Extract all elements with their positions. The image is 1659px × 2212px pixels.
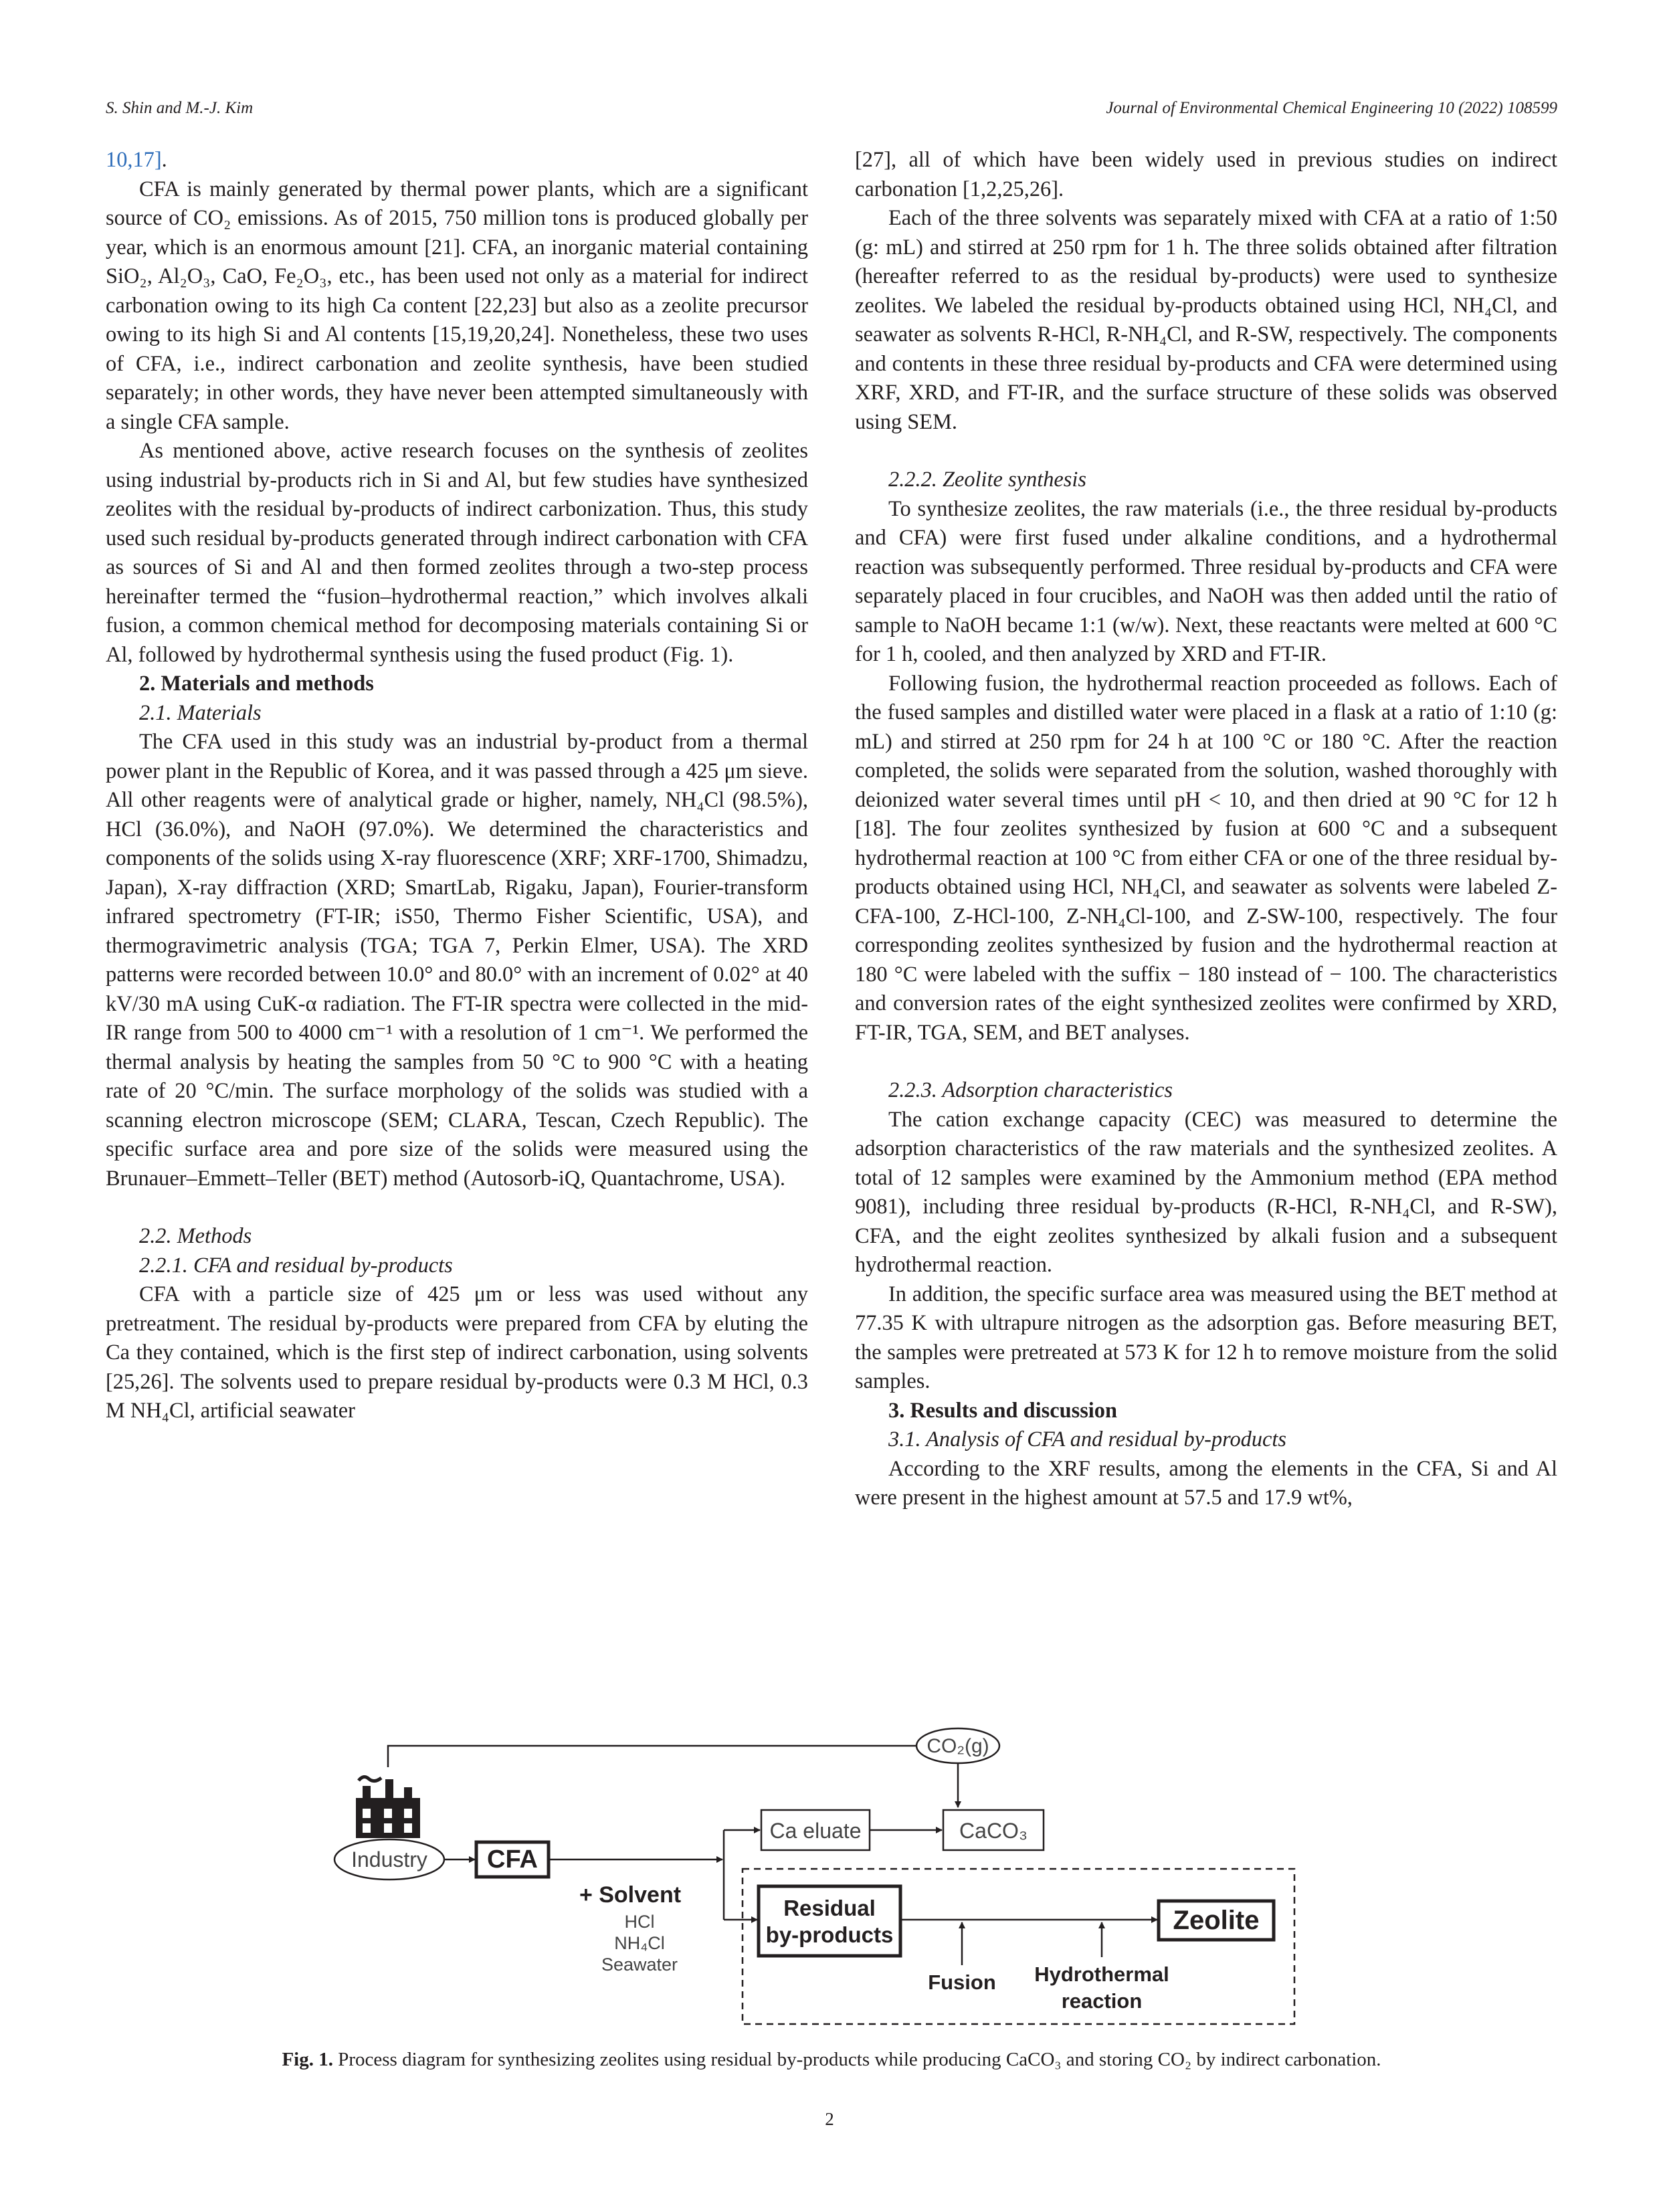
figure-1 bbox=[314, 1714, 1345, 2035]
subsubsection-heading: 2.2.3. Adsorption characteristics bbox=[888, 1078, 1173, 1102]
paragraph: The CFA used in this study was an industrial by-product from a thermal power plant in the Republic of Korea, and it was passed through a 425 μm sieve. All other reagents were of analytical grade or higher, namely, NH₄Cl (98.5%), HCl (36.0%), and NaOH (97.0%). We determined the characteristics and components of the solids using X-ray fluorescence (XRF; XRF-1700, Shimadzu, Japan), X-ray diffraction (XRD; SmartLab, Rigaku, Japan), Fourier-transform infrared spectrometry (FT-IR; iS50, Thermo Fisher Scientific, USA), and thermogravimetric analysis (TGA; TGA 7, Perkin Elmer, USA). The XRD patterns were recorded between 10.0° and 80.0° with an increment of 0.02° at 40 kV/30 mA using CuK-α radiation. The FT-IR spectra were collected in the mid-IR range from 500 to 4000 cm⁻¹ with a resolution of 1 cm⁻¹. We performed the thermal analysis by heating the samples from 50 °C to 900 °C with a heating rate of 20 °C/min. The surface morphology of the solids was studied with a scanning electron microscope (SEM; CLARA, Tescan, Czech Republic). The specific surface area and pore size of the solids were measured using the Brunauer–Emmett–Teller (BET) method (Autosorb-iQ, Quantachrome, USA). bbox=[106, 730, 808, 1191]
caption-text: Process diagram for synthesizing zeolites using residual by-products while producing CaCO₃ and storing CO₂ by indirect carbonation. bbox=[332, 2049, 1381, 2070]
paragraph: The cation exchange capacity (CEC) was measured to determine the adsorption characteristics of the raw materials and the synthesized zeolites. A total of 12 samples were examined by the Ammonium method (EPA method 9081), including three residual by-products (R-HCl, R-NH₄Cl, and R-SW), CFA, and the eight zeolites synthesized by alkali fusion and a subsequent hydrothermal reaction. bbox=[855, 1107, 1557, 1277]
paragraph: CFA with a particle size of 425 μm or less was used without any pretreatment. The residual by-products were prepared from CFA by eluting the Ca they contained, which is the first step of indirect carbonation, using solvents [25,26]. The solvents used to prepare residual by-products were 0.3 M HCl, 0.3 M NH₄Cl, artificial seawater bbox=[106, 1282, 808, 1423]
page-number: 2 bbox=[825, 2109, 834, 2129]
caption-label: Fig. 1. bbox=[282, 2049, 333, 2070]
hydrothermal-label-line2: reaction bbox=[1061, 1989, 1143, 2013]
co2-emission-line bbox=[388, 1746, 916, 1767]
industry-label: Industry bbox=[351, 1847, 427, 1872]
subsubsection-heading: 2.2.2. Zeolite synthesis bbox=[888, 468, 1086, 492]
paragraph: As mentioned above, active research focuses on the synthesis of zeolites using industrial by-products rich in Si and Al, but few studies have synthesized zeolites with the residual by-products of indirect carbonization. Thus, this study used such residual by-products generated through indirect carbonation with CFA as sources of Si and Al and then formed zeolites through a two-step process hereinafter termed the “fusion–hydrothermal reaction,” which involves alkali fusion, a common chemical method for decomposing materials containing Si or Al, followed by hydrothermal synthesis using the fused product (Fig. 1). bbox=[106, 439, 808, 667]
residual-label-line1: Residual bbox=[783, 1896, 876, 1920]
residual-label-line2: by-products bbox=[765, 1922, 894, 1947]
section-heading: 2. Materials and methods bbox=[139, 672, 374, 696]
left-column bbox=[106, 146, 808, 1426]
hydrothermal-label-line1: Hydrothermal bbox=[1034, 1963, 1169, 1986]
fusion-label: Fusion bbox=[928, 1971, 996, 1994]
solvent-item: Seawater bbox=[601, 1954, 678, 1975]
paragraph: Following fusion, the hydrothermal reaction proceeded as follows. Each of the fused samples and distilled water were placed in a flask at a ratio of 1:10 (g: mL) and stirred at 250 rpm for 24 h at 100 °C or 180 °C. After the reaction completed, the solids were separated from the solution, washed thoroughly with deionized water several times until pH < 10, and then dried at 90 °C for 12 h [18]. The four zeolites synthesized by fusion at 600 °C and a subsequent hydrothermal reaction at 100 °C from either CFA or one of the three residual by-products obtained using HCl, NH₄Cl, and seawater as solvents were labeled Z-CFA-100, Z-HCl-100, Z-NH₄Cl-100, and Z-SW-100, respectively. The four corresponding zeolites synthesized by fusion and the hydrothermal reaction at 180 °C were labeled with the suffix − 180 instead of − 100. The characteristics and conversion rates of the eight synthesized zeolites were confirmed by XRD, FT-IR, TGA, SEM, and BET analyses. bbox=[855, 671, 1557, 1045]
co2-label: CO₂(g) bbox=[926, 1735, 989, 1757]
figure-caption bbox=[106, 2047, 1557, 2072]
paragraph: To synthesize zeolites, the raw materials (i.e., the three residual by-products and CFA) were first fused under alkaline conditions, and a hydrothermal reaction was subsequently performed. Three residual by-products and CFA were separately placed in four crucibles, and NaOH was then added until the ratio of sample to NaOH became 1:1 (w/w). Next, these reactants were melted at 600 °C for 1 h, cooled, and then analyzed by XRD and FT-IR. bbox=[855, 496, 1557, 666]
running-head-authors: S. Shin and M.-J. Kim bbox=[106, 99, 254, 117]
paragraph-continuation: 10,17]. bbox=[106, 148, 167, 172]
right-column bbox=[855, 146, 1557, 1513]
process-diagram bbox=[314, 1714, 1345, 2035]
paragraph: Each of the three solvents was separately mixed with CFA at a ratio of 1:50 (g: mL) and stirred at 250 rpm for 1 h. The three solids obtained after filtration (hereafter referred to as the residual by-products) were used to synthesize zeolites. We labeled the residual by-products obtained using HCl, NH₄Cl, and seawater as solvents R-HCl, R-NH₄Cl, and R-SW, respectively. The components and contents in these three residual by-products and CFA were determined using XRF, XRD, and FT-IR, and the surface structure of these solids was observed using SEM. bbox=[855, 206, 1557, 434]
subsubsection-heading: 2.2.1. CFA and residual by-products bbox=[139, 1253, 453, 1278]
solvent-label: + Solvent bbox=[579, 1882, 682, 1908]
running-head-journal: Journal of Environmental Chemical Engineering 10 (2022) 108599 bbox=[1106, 99, 1557, 117]
ca-eluate-label: Ca eluate bbox=[769, 1819, 862, 1843]
subsection-heading: 2.1. Materials bbox=[139, 700, 262, 725]
section-heading: 3. Results and discussion bbox=[888, 1398, 1118, 1423]
factory-icon bbox=[356, 1777, 420, 1838]
zeolite-label: Zeolite bbox=[1173, 1906, 1260, 1935]
paragraph: CFA is mainly generated by thermal power plants, which are a significant source of CO₂ emissions. As of 2015, 750 million tons is produced globally per year, which is an enormous amount [21]. CFA, an inorganic material containing SiO₂, Al₂O₃, CaO, Fe₂O₃, etc., has been used not only as a material for indirect carbonation owing to its high Ca content [22,23] but also as a zeolite precursor owing to its high Si and Al contents [15,19,20,24]. Nonetheless, these two uses of CFA, i.e., indirect carbonation and zeolite synthesis, have been studied separately; in other words, they have never been attempted simultaneously with a single CFA sample. bbox=[106, 177, 808, 434]
citation-link[interactable]: 10,17] bbox=[106, 148, 162, 172]
cfa-label: CFA bbox=[487, 1845, 538, 1874]
paragraph: According to the XRF results, among the elements in the CFA, Si and Al were present in the highest amount at 57.5 and 17.9 wt%, bbox=[855, 1456, 1557, 1510]
solvent-item: HCl bbox=[624, 1912, 655, 1932]
subsection-heading: 3.1. Analysis of CFA and residual by-products bbox=[888, 1427, 1287, 1451]
subsection-heading: 2.2. Methods bbox=[139, 1224, 252, 1248]
solvent-item: NH₄Cl bbox=[614, 1933, 665, 1953]
paragraph: In addition, the specific surface area was measured using the BET method at 77.35 K with ultrapure nitrogen as the adsorption gas. Before measuring BET, the samples were pretreated at 573 K for 12 h to remove moisture from the solid samples. bbox=[855, 1282, 1557, 1393]
paragraph-continuation: [27], all of which have been widely used in previous studies on indirect carbonation [1,2,25,26]. bbox=[855, 148, 1557, 201]
caco3-label: CaCO₃ bbox=[959, 1819, 1028, 1843]
